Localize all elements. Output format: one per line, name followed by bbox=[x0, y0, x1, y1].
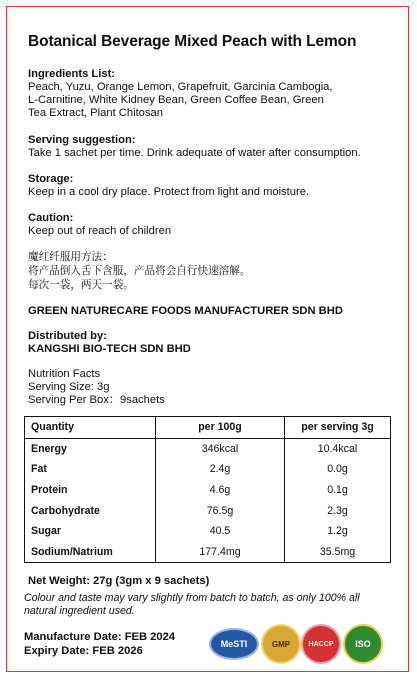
storage-section bbox=[28, 173, 309, 199]
expiry-date: Expiry Date: FEB 2026 bbox=[24, 645, 143, 657]
dates-section bbox=[24, 630, 175, 658]
haccp-seal-text: HACCP bbox=[308, 640, 334, 648]
column-header: per serving 3g bbox=[285, 417, 391, 439]
iso-seal-text: ISO bbox=[355, 639, 371, 649]
net-weight: Net Weight: 27g (3gm x 9 sachets) bbox=[28, 575, 210, 587]
per-100g-value: 346kcal bbox=[156, 438, 285, 459]
per-serving-value: 2.3g bbox=[285, 500, 391, 521]
ingredients-line: L-Carnitine, White Kidney Bean, Green Coffee Bean, Green bbox=[28, 94, 324, 106]
table-row bbox=[25, 542, 391, 563]
per-100g-value: 76.5g bbox=[156, 500, 285, 521]
nutrient-name: Sugar bbox=[25, 521, 156, 542]
serving-suggestion-heading: Serving suggestion: bbox=[28, 134, 136, 146]
table-row bbox=[25, 521, 391, 542]
per-100g-value: 4.6g bbox=[156, 480, 285, 501]
caution-section bbox=[28, 212, 171, 238]
haccp-seal-icon bbox=[301, 624, 341, 664]
per-serving-value: 0.0g bbox=[285, 459, 391, 480]
gmp-seal-icon bbox=[261, 624, 301, 664]
ingredients-line: Tea Extract, Plant Chitosan bbox=[28, 107, 163, 119]
serving-suggestion-section bbox=[28, 134, 361, 160]
manufacture-date: Manufacture Date: FEB 2024 bbox=[24, 631, 176, 643]
nutrient-name: Fat bbox=[25, 459, 156, 480]
nutrition-summary bbox=[28, 368, 165, 407]
serving-size: Serving Size: 3g bbox=[28, 381, 110, 393]
storage-text: Keep in a cool dry place. Protect from light and moisture. bbox=[28, 186, 310, 198]
nutrient-name: Protein bbox=[25, 480, 156, 501]
column-header: per 100g bbox=[156, 417, 285, 439]
table-row bbox=[25, 459, 391, 480]
table-row bbox=[25, 500, 391, 521]
ingredients-section bbox=[28, 68, 333, 120]
mesti-logo-icon bbox=[209, 628, 259, 660]
caution-text: Keep out of reach of children bbox=[28, 225, 172, 237]
ingredients-heading: Ingredients List: bbox=[28, 68, 116, 80]
product-title: Botanical Beverage Mixed Peach with Lemon bbox=[28, 33, 357, 50]
per-serving-value: 0.1g bbox=[285, 480, 391, 501]
chinese-line: 每次一袋，两天一袋。 bbox=[28, 279, 134, 291]
distributor-heading: Distributed by: bbox=[28, 330, 107, 342]
column-header: Quantity bbox=[25, 417, 156, 439]
per-serving-value: 1.2g bbox=[285, 521, 391, 542]
batch-note: Colour and taste may vary slightly from batch to batch, as only 100% all natural ingredient used. bbox=[24, 592, 360, 617]
iso-seal-icon bbox=[343, 624, 383, 664]
per-100g-value: 177.4mg bbox=[156, 542, 285, 563]
table-header-row bbox=[25, 417, 391, 439]
nutrition-table bbox=[24, 416, 391, 563]
nutrient-name: Energy bbox=[25, 438, 156, 459]
manufacturer-name: GREEN NATURECARE FOODS MANUFACTURER SDN BHD bbox=[28, 305, 343, 317]
per-100g-value: 40.5 bbox=[156, 521, 285, 542]
chinese-line: 魔红纤服用方法： bbox=[28, 251, 113, 263]
per-serving-value: 10.4kcal bbox=[285, 438, 391, 459]
chinese-line: 将产品倒入舌下含服，产品将会自行快速溶解。 bbox=[28, 265, 251, 277]
chinese-instructions bbox=[28, 250, 250, 292]
serving-suggestion-text: Take 1 sachet per time. Drink adequate of water after consumption. bbox=[28, 147, 361, 159]
distributor-section bbox=[28, 330, 191, 356]
nutrition-heading: Nutrition Facts bbox=[28, 368, 101, 380]
per-100g-value: 2.4g bbox=[156, 459, 285, 480]
nutrient-name: Carbohydrate bbox=[25, 500, 156, 521]
serving-per-box: Serving Per Box：9sachets bbox=[28, 394, 165, 406]
table-row bbox=[25, 438, 391, 459]
table-row bbox=[25, 480, 391, 501]
caution-heading: Caution: bbox=[28, 212, 74, 224]
per-serving-value: 35.5mg bbox=[285, 542, 391, 563]
storage-heading: Storage: bbox=[28, 173, 74, 185]
mesti-logo-text: MeSTI bbox=[220, 639, 248, 649]
nutrient-name: Sodium/Natrium bbox=[25, 542, 156, 563]
ingredients-line: Peach, Yuzu, Orange Lemon, Grapefruit, Garcinia Cambogia, bbox=[28, 81, 333, 93]
distributor-name: KANGSHI BIO-TECH SDN BHD bbox=[28, 343, 191, 355]
gmp-seal-text: GMP bbox=[271, 639, 291, 649]
